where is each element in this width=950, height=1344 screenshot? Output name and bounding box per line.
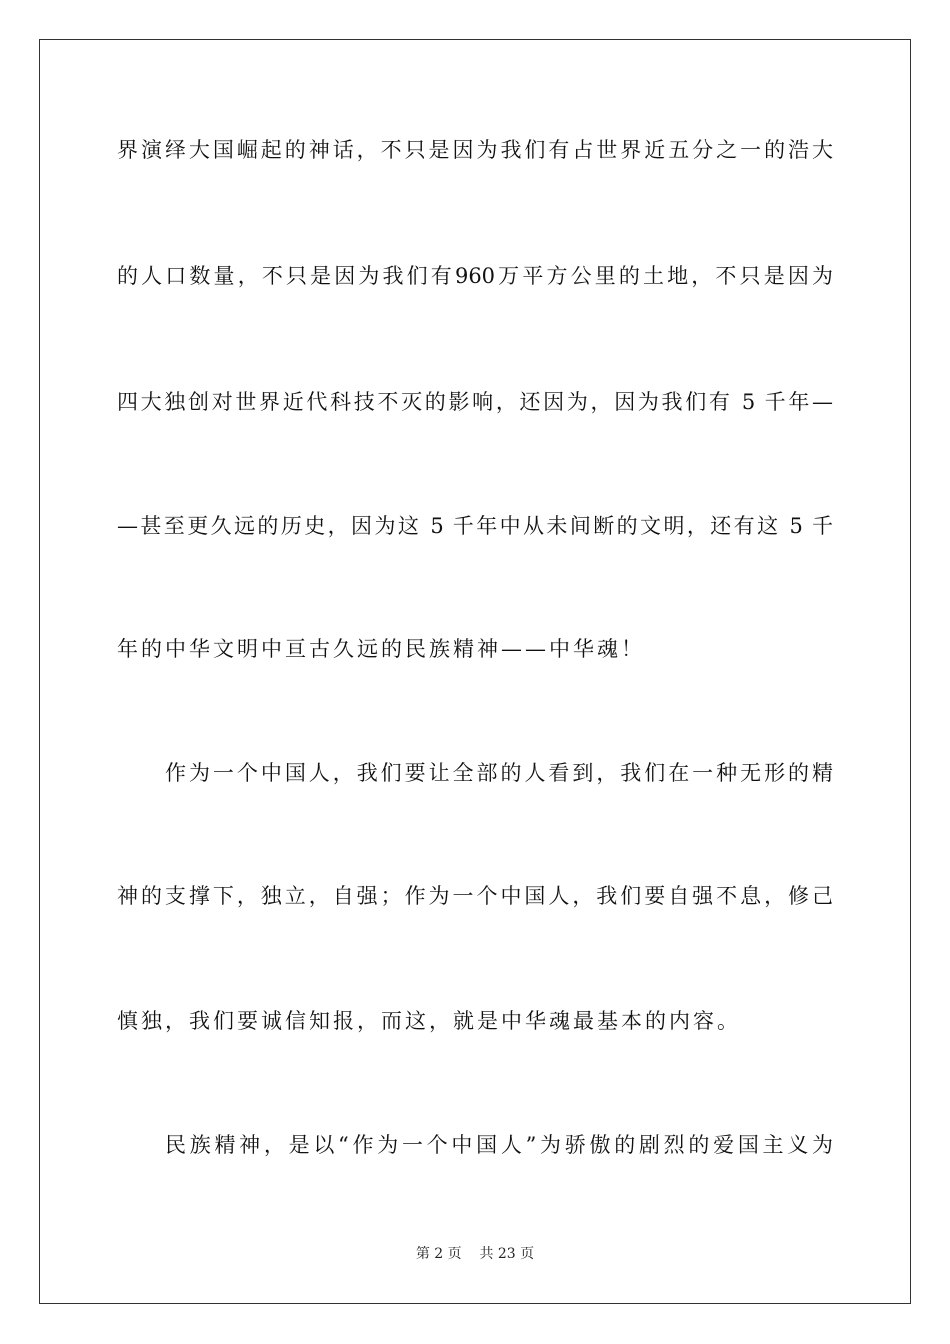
paragraph-line: 慎独，我们要诚信知报，而这，就是中华魂最基本的内容。 (117, 1009, 741, 1033)
paragraph-line: 界演绎大国崛起的神话，不只是因为我们有占世界近五分之一的浩大 (117, 138, 833, 162)
paragraph-line: 四大独创对世界近代科技不灭的影响，还因为，因为我们有 5 千年— (117, 390, 833, 414)
paragraph-line: 年的中华文明中亘古久远的民族精神——中华魂！ (117, 637, 645, 661)
paragraph-line: 神的支撑下，独立，自强；作为一个中国人，我们要自强不息，修己 (117, 884, 833, 908)
page-footer (0, 1244, 950, 1264)
paragraph-line: 的人口数量，不只是因为我们有960万平方公里的土地，不只是因为 (117, 264, 833, 288)
page-number: 第 2 页 (415, 1246, 462, 1262)
page-border (39, 39, 911, 1304)
page-total: 共 23 页 (479, 1246, 535, 1262)
paragraph-line: —甚至更久远的历史，因为这 5 千年中从未间断的文明，还有这 5 千 (117, 514, 833, 538)
paragraph-line: 民族精神，是以“作为一个中国人”为骄傲的剧烈的爱国主义为 (165, 1133, 833, 1157)
paragraph-line: 作为一个中国人，我们要让全部的人看到，我们在一种无形的精 (165, 761, 833, 785)
